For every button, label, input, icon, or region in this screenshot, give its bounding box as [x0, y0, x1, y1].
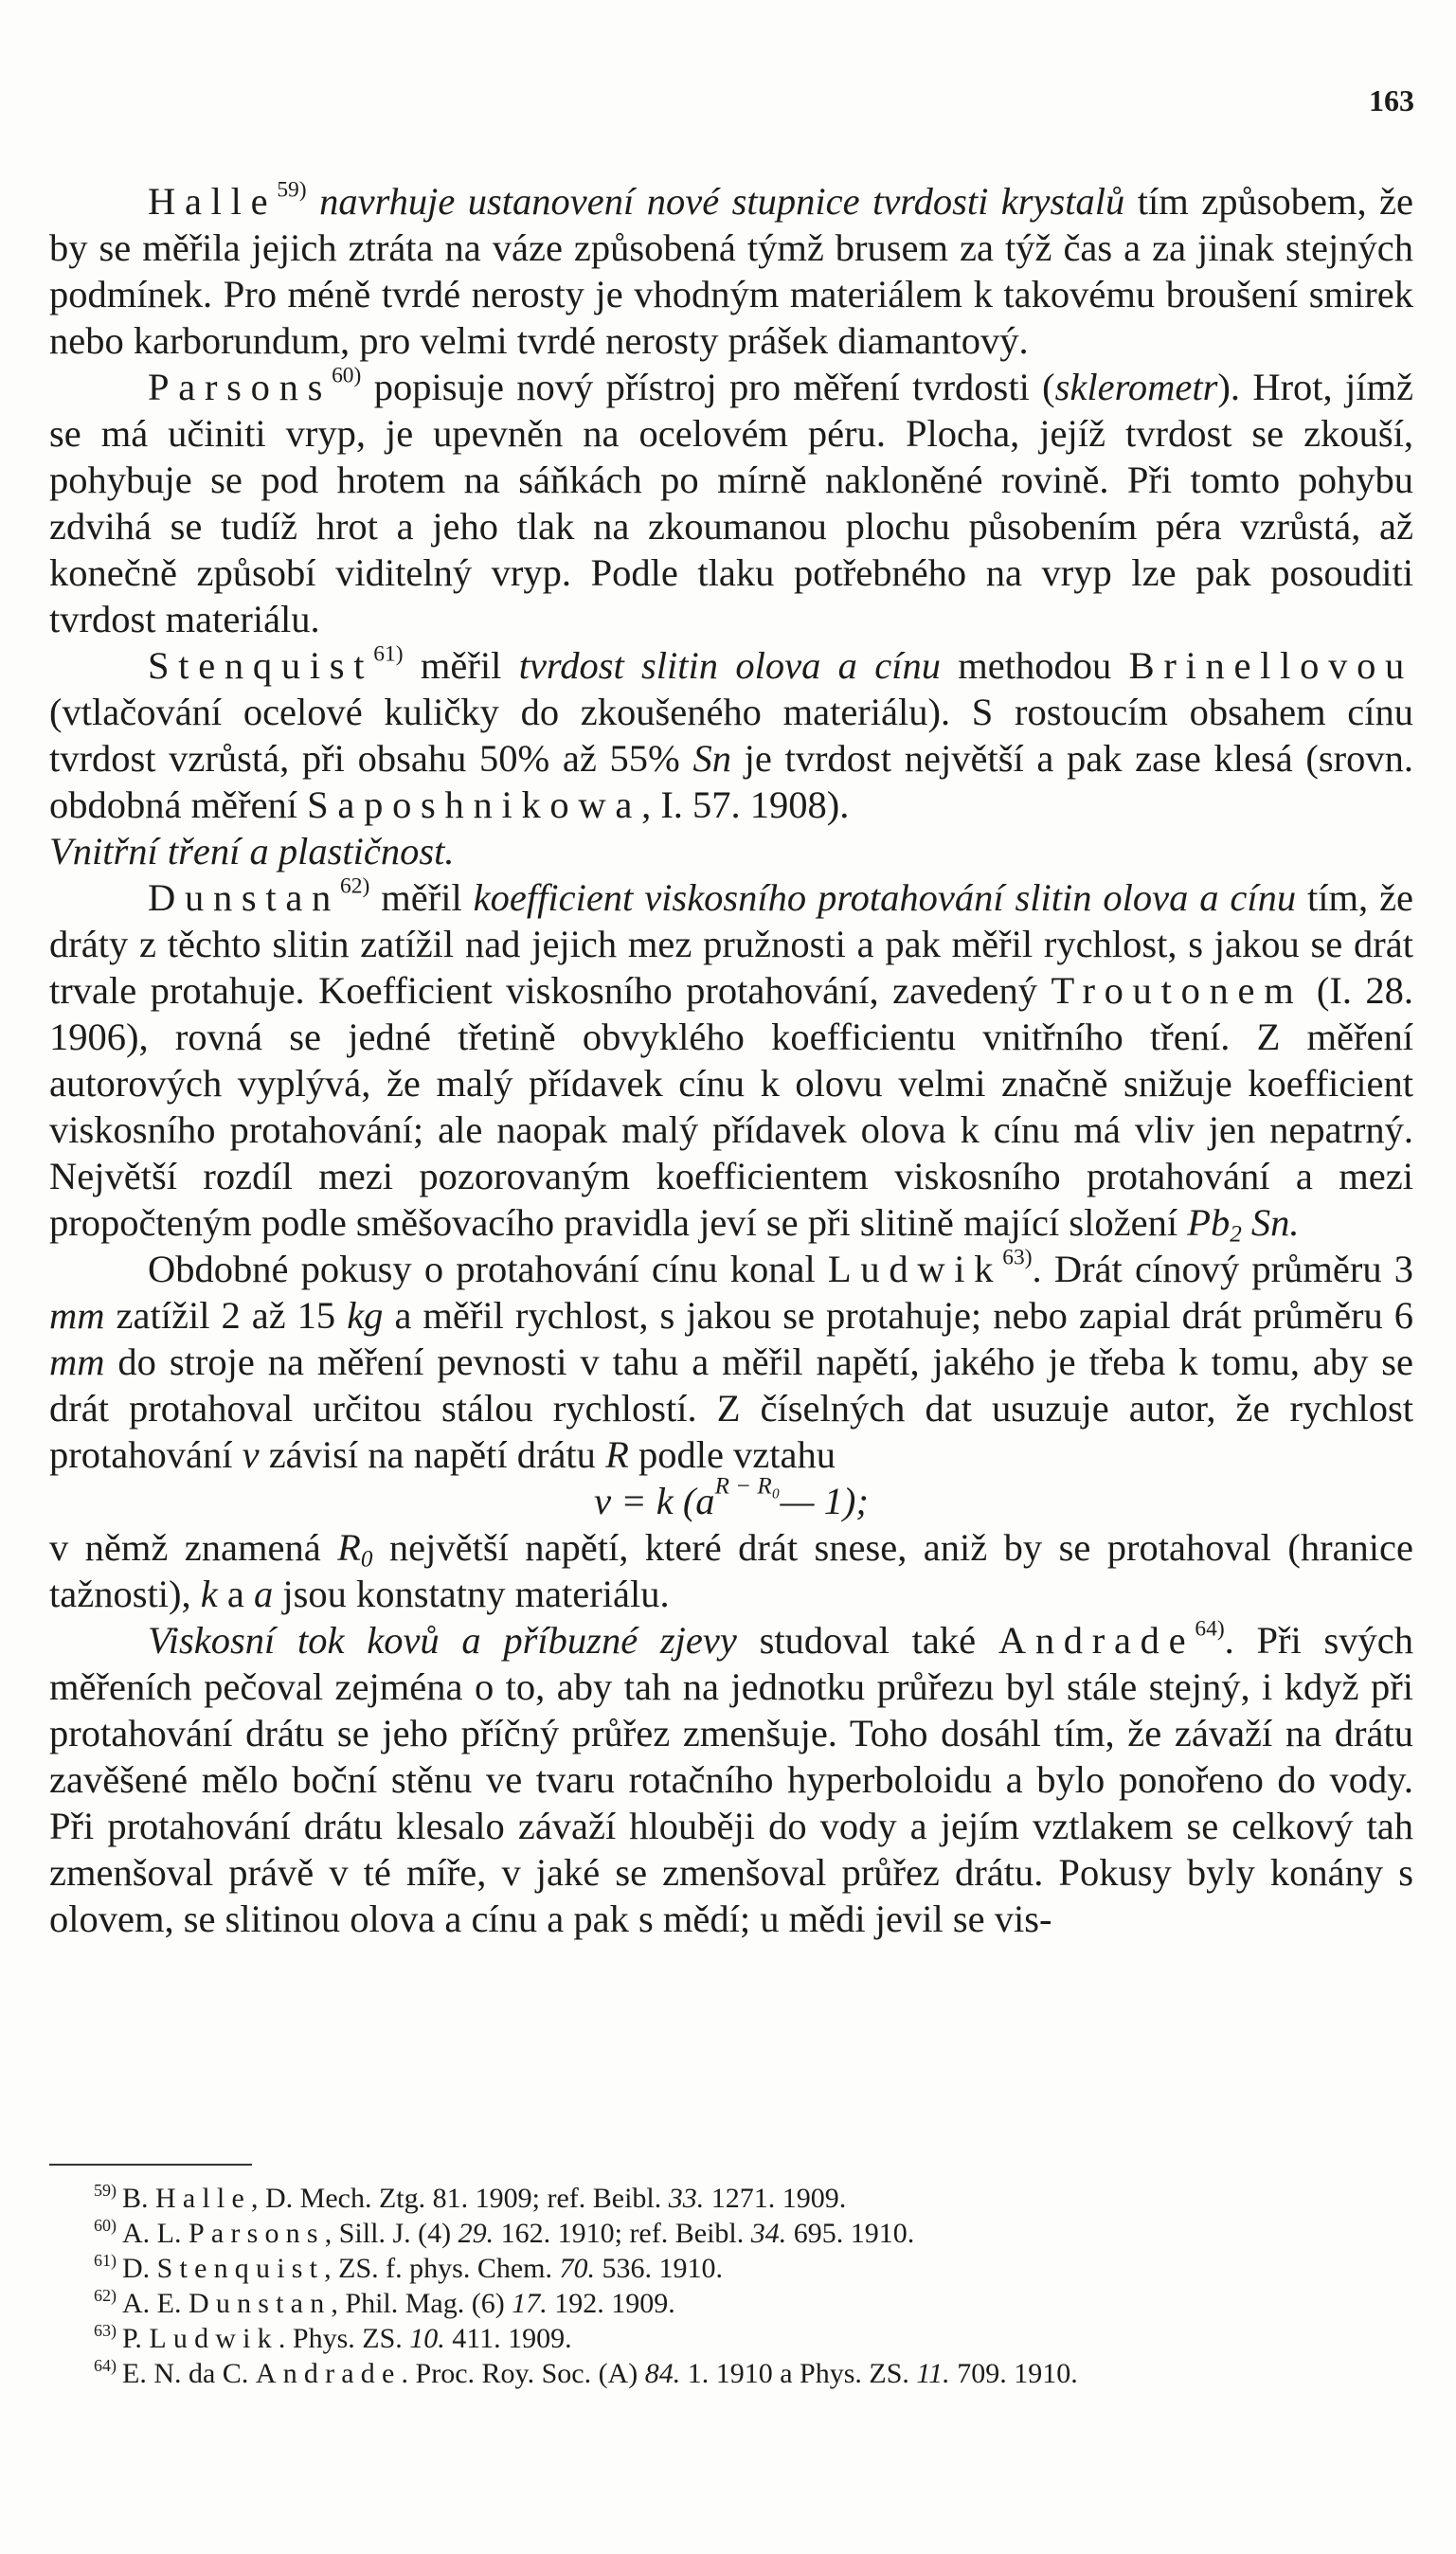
paragraph-ludwik [49, 1246, 1413, 1478]
variable: R [605, 1433, 629, 1476]
emphasis: Viskosní tok kovů a příbuzné zjevy [148, 1619, 737, 1662]
author-name: Troutonem [1051, 969, 1303, 1012]
emphasis: tvrdost slitin olova a cínu [518, 644, 941, 687]
paragraph-text: závisí na napětí drátu [268, 1433, 596, 1476]
chemical-symbol: Sn [692, 737, 731, 780]
footnote: $^{64)}$ E. N. da C. Andrade. Proc. Roy. Soc. (A) 84. 1. 1910 a Phys. ZS. 11. 709. 1910. [94, 2356, 1078, 2389]
footnote-ref[interactable]: 61) [373, 641, 404, 667]
body-text [49, 178, 1413, 1942]
paragraph-text: měřil [420, 644, 502, 687]
footnote: $^{60)}$ A. L. Parsons, Sill. J. (4) 29. 162. 1910; ref. Beibl. 34. 695. 1910. [94, 2216, 915, 2249]
paragraph-stenquist [49, 642, 1413, 828]
author-name: Stenquist [148, 644, 374, 687]
equation-exponent: R − R₀ [714, 1473, 781, 1500]
paragraph-text: zatížil 2 až 15 [116, 1294, 336, 1337]
variable: k [200, 1573, 218, 1615]
footnote: $^{59)}$ B. Halle, D. Mech. Ztg. 81. 1909; ref. Beibl. 33. 1271. 1909. [94, 2181, 847, 2214]
author-name: Brinellovou [1128, 644, 1414, 687]
emphasis: sklerometr [1054, 366, 1218, 408]
variable: $R_0$ [337, 1526, 373, 1573]
footnote-ref[interactable]: 60) [332, 363, 362, 388]
paragraph-text: , I. 57. 1908). [641, 783, 850, 826]
paragraph-text: popisuje nový přístroj pro měření tvrdosti ( [373, 366, 1055, 408]
author-name: Halle [148, 180, 278, 223]
chemical-formula: $Pb_2$ Sn. [1187, 1201, 1300, 1248]
variable: v [242, 1433, 260, 1476]
footnote-ref[interactable]: 59) [277, 177, 307, 203]
paragraph-text: tím, že dráty z těchto slitin zatížil nad jejich mez pružnosti a pak měřil rychlost, s jakou se drát trvale protahuje. Koefficient viskosního protahování, zavedený [49, 876, 1414, 1012]
section-heading: Vnitřní tření a plastičnost. [49, 830, 455, 872]
author-name: Saposhnikowa [307, 783, 642, 826]
paragraph-text: . Při svých měřeních pečoval zejména o to, aby tah na jednotku průřezu byl stále stejný, i když při protahování drátu se jeho příčný průřez zmenšuje. Toho dosáhl tím, že závaží na drátu zavěšené mělo boční stěnu ve tvaru rotačního hyperboloidu a bylo ponořeno do vody. Při protahování drátu klesalo závaží hlouběji do vody a jejím vztlakem se celkový tah zmenšoval právě v té míře, v jaké se zmenšoval průřez drátu. Pokusy byly konány s olovem, se slitinou olova a cínu a pak s mědí; u mědi jevil se vis- [49, 1619, 1414, 1940]
equation: v = k ($a^{R - R_0}—$ 1); [594, 1473, 869, 1522]
paragraph-text: (vtlačování ocelové kuličky do zkoušeného materiálu). S rostoucím obsahem cínu tvrdost vzrůstá, při obsahu 50% až 55% [49, 691, 1413, 780]
paragraph-text: měřil [381, 876, 462, 919]
paragraph-text: studoval také [759, 1619, 977, 1662]
footnote: $^{61)}$ D. Stenquist, ZS. f. phys. Chem. 70. 536. 1910. [94, 2251, 723, 2284]
footnote-ref[interactable]: 63) [1002, 1245, 1033, 1270]
paragraph-text: Obdobné pokusy o protahování cínu konal [148, 1248, 816, 1290]
paragraph-text: podle vztahu [638, 1433, 836, 1476]
footnote-separator [49, 2164, 252, 2166]
paragraph-after-equation: v němž znamená $R_0$ největší napětí, které drát snese, aniž by se protahoval (hranice tažnosti), k a a jsou konstatny materiálu. [49, 1526, 1413, 1615]
unit: mm [49, 1340, 105, 1383]
footnote: $^{62)}$ A. E. Dunstan, Phil. Mag. (6) 17. 192. 1909. [94, 2286, 675, 2319]
author-name: Parsons [148, 366, 333, 408]
emphasis: navrhuje ustanovení nové stupnice tvrdosti krystalů [319, 180, 1125, 223]
author-name: Ludwik [827, 1248, 1003, 1290]
page-number: 163 [1369, 83, 1414, 117]
author-name: Andrade [998, 1619, 1195, 1662]
footnotes [49, 2181, 1413, 2391]
footnote-ref[interactable]: 64) [1195, 1616, 1225, 1642]
emphasis: koefficient viskosního protahování slitin olova a cínu [473, 876, 1297, 919]
paragraph-text: ). Hrot, jímž se má učiniti vryp, je upevněn na ocelovém péru. Plocha, jejíž tvrdost se zkouší, pohybuje se pod hrotem na sáňkách po mírně nakloněné rovině. Při tomto pohybu zdvihá se tudíž hrot a jeho tlak na zkoumanou plochu působením péra vzrůstá, až konečně způsobí viditelný vryp. Podle tlaku potřebného na vryp lze pak posouditi tvrdost materiálu. [49, 366, 1414, 640]
footnote-ref[interactable]: 62) [340, 873, 370, 899]
paragraph-text: . Drát cínový průměru 3 [1032, 1248, 1413, 1290]
paragraph-text: (I. 28. 1906), rovná se jedné třetině obvyklého koefficientu vnitřního tření. Z měření autorových vyplývá, že malý přídavek cínu k olovu velmi značně snižuje koefficient viskosního protahování; ale naopak malý přídavek olova k cínu má vliv jen nepatrný. Největší rozdíl mezi pozorovaným koefficientem viskosního protahování a mezi propočteným podle směšovacího pravidla jeví se při slitině mající složení [49, 969, 1414, 1244]
footnote: $^{63)}$ P. Ludwik. Phys. ZS. 10. 411. 1909. [94, 2321, 572, 2354]
paragraph-dunstan [49, 874, 1413, 1246]
paragraph-text: a měřil rychlost, s jakou se protahuje; nebo zapial drát průměru 6 [394, 1294, 1414, 1337]
paragraph-halle [49, 178, 1413, 364]
paragraph-text: tím způsobem, že by se měřila jejich ztráta na váze způsobená týmž brusem za týž čas a za jinak stejných podmínek. Pro méně tvrdé nerosty je vhodným materiálem k takovému broušení smirek nebo karborundum, pro velmi tvrdé nerosty prášek diamantový. [49, 180, 1413, 362]
paragraph-parsons [49, 364, 1413, 642]
paragraph-text: methodou [958, 644, 1112, 687]
paragraph-text: je tvrdost největší a pak zase klesá (srovn. obdobná měření [49, 737, 1414, 826]
unit: kg [347, 1294, 384, 1337]
paragraph-text: do stroje na měření pevnosti v tahu a měřil napětí, jakého je třeba k tomu, aby se drát protahoval určitou stálou rychlostí. Z číselných dat usuzuje autor, že rychlost protahování [49, 1340, 1413, 1476]
variable: a [253, 1573, 274, 1615]
paragraph-andrade [49, 1617, 1413, 1942]
author-name: Dunstan [148, 876, 341, 919]
unit: mm [49, 1294, 105, 1337]
